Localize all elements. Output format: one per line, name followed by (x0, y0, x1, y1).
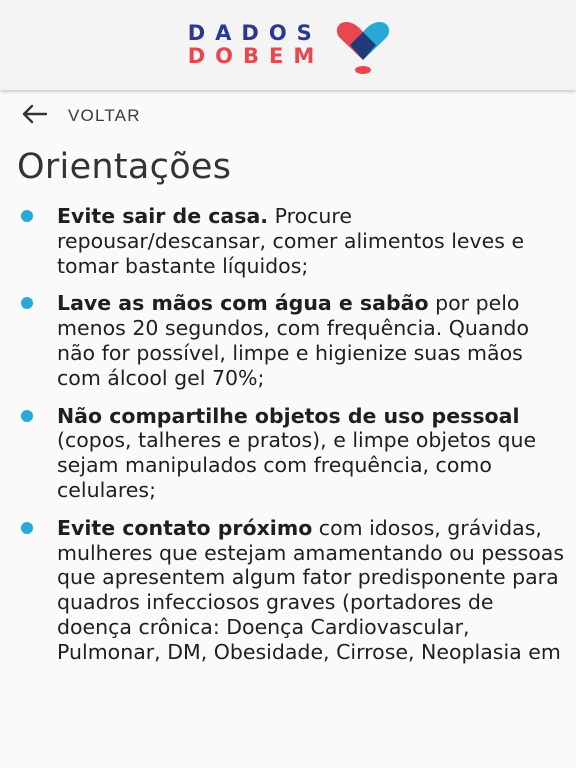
list-item (20, 291, 565, 390)
heart-icon (332, 20, 394, 76)
list-item-bold: Lave as mãos com água e sabão (57, 291, 429, 316)
list-item-bold: Evite contato próximo (57, 515, 313, 540)
dados-do-bem-logo (188, 14, 395, 76)
guidelines-list (20, 204, 565, 678)
page-title: Orientações (17, 147, 232, 187)
list-item-bold: Evite sair de casa. (57, 204, 269, 228)
list-item-body: por pelo menos 20 segundos, com frequência. Quando não for possível, limpe e higienize suas mãos com álcool gel 70%; (57, 291, 529, 390)
bullet-icon (21, 210, 33, 222)
logo-text (188, 22, 325, 68)
bullet-icon (21, 297, 33, 309)
bullet-icon (21, 410, 33, 422)
list-item (20, 404, 565, 503)
list-item (20, 516, 565, 665)
arrow-left-icon (20, 103, 48, 129)
list-item-text (57, 204, 565, 278)
back-label: VOLTAR (68, 106, 141, 125)
list-item-body: (copos, talheres e pratos), e limpe objetos que sejam manipulados com frequência, como celulares; (57, 428, 537, 502)
list-item-text (57, 291, 565, 390)
list-item-text (57, 404, 565, 503)
logo-line-1: DADOS (187, 21, 322, 45)
list-item (20, 204, 565, 278)
logo-line-2: DOBEM (187, 44, 325, 68)
back-button[interactable] (20, 102, 141, 130)
list-item-bold: Não compartilhe objetos de uso pessoal (57, 403, 520, 428)
app-header (0, 0, 576, 90)
bullet-icon (21, 522, 33, 534)
list-item-body: Procure repousar/descansar, comer alimentos leves e tomar bastante líquidos; (57, 204, 525, 278)
list-item-text (57, 516, 565, 665)
list-item-body: com idosos, grávidas, mulheres que estejam amamentando ou pessoas que apresentem algum fator predisponente para quadros infecciosos graves (portadores de doença crônica: Doença Cardiovascular, Pulmonar, DM, Obesidade, Cirrose, Neoplasia em (57, 515, 565, 664)
